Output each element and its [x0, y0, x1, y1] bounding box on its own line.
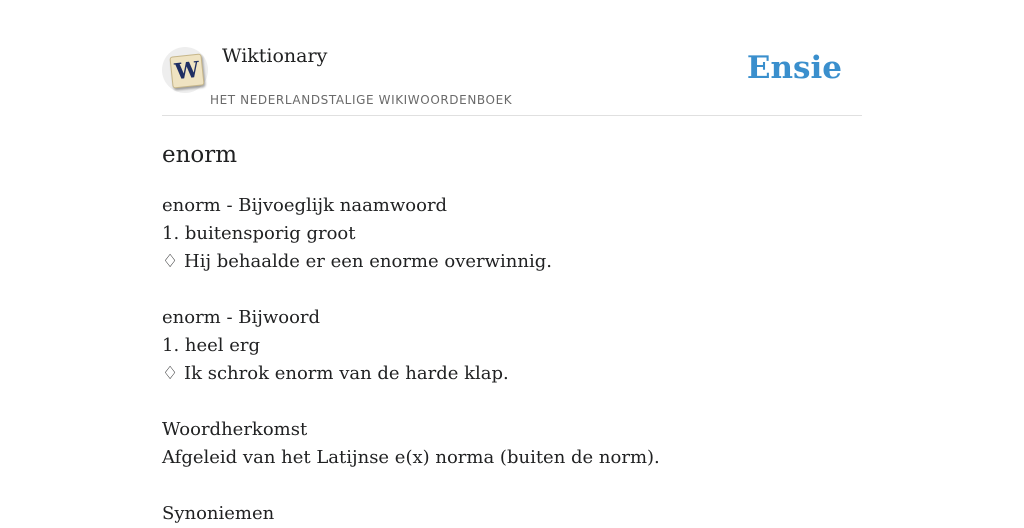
- synonyms-section: [162, 500, 862, 528]
- site-subtitle: HET NEDERLANDSTALIGE WIKIWOORDENBOEK: [210, 93, 513, 107]
- entry-section-adverb: [162, 304, 862, 388]
- ensie-brand-link[interactable]: Ensie: [746, 50, 842, 86]
- site-title-link[interactable]: Wiktionary: [222, 45, 328, 67]
- entry-section-adjective: [162, 192, 862, 276]
- section-heading: enorm - Bijwoord: [162, 307, 321, 328]
- example-text: Ik schrok enorm van de harde klap.: [184, 363, 509, 384]
- site-header: [162, 0, 862, 116]
- etymology-section: [162, 416, 862, 472]
- entry-content: [162, 192, 862, 528]
- section-heading: enorm - Bijvoeglijk naamwoord: [162, 195, 448, 216]
- diamond-icon: ♢: [162, 251, 179, 272]
- definition: 1. buitensporig groot: [162, 223, 356, 244]
- example-line: [162, 248, 862, 276]
- w-tile-icon: W: [169, 53, 204, 88]
- definition: 1. heel erg: [162, 335, 261, 356]
- page-title: enorm: [162, 142, 238, 168]
- etymology-text: Afgeleid van het Latijnse e(x) norma (buiten de norm).: [162, 447, 660, 468]
- wiktionary-logo[interactable]: [162, 47, 208, 93]
- diamond-icon: ♢: [162, 363, 179, 384]
- etymology-heading: Woordherkomst: [162, 419, 308, 440]
- page: [162, 0, 862, 528]
- example-line: [162, 360, 862, 388]
- synonyms-heading: Synoniemen: [162, 503, 275, 524]
- example-text: Hij behaalde er een enorme overwinnig.: [184, 251, 552, 272]
